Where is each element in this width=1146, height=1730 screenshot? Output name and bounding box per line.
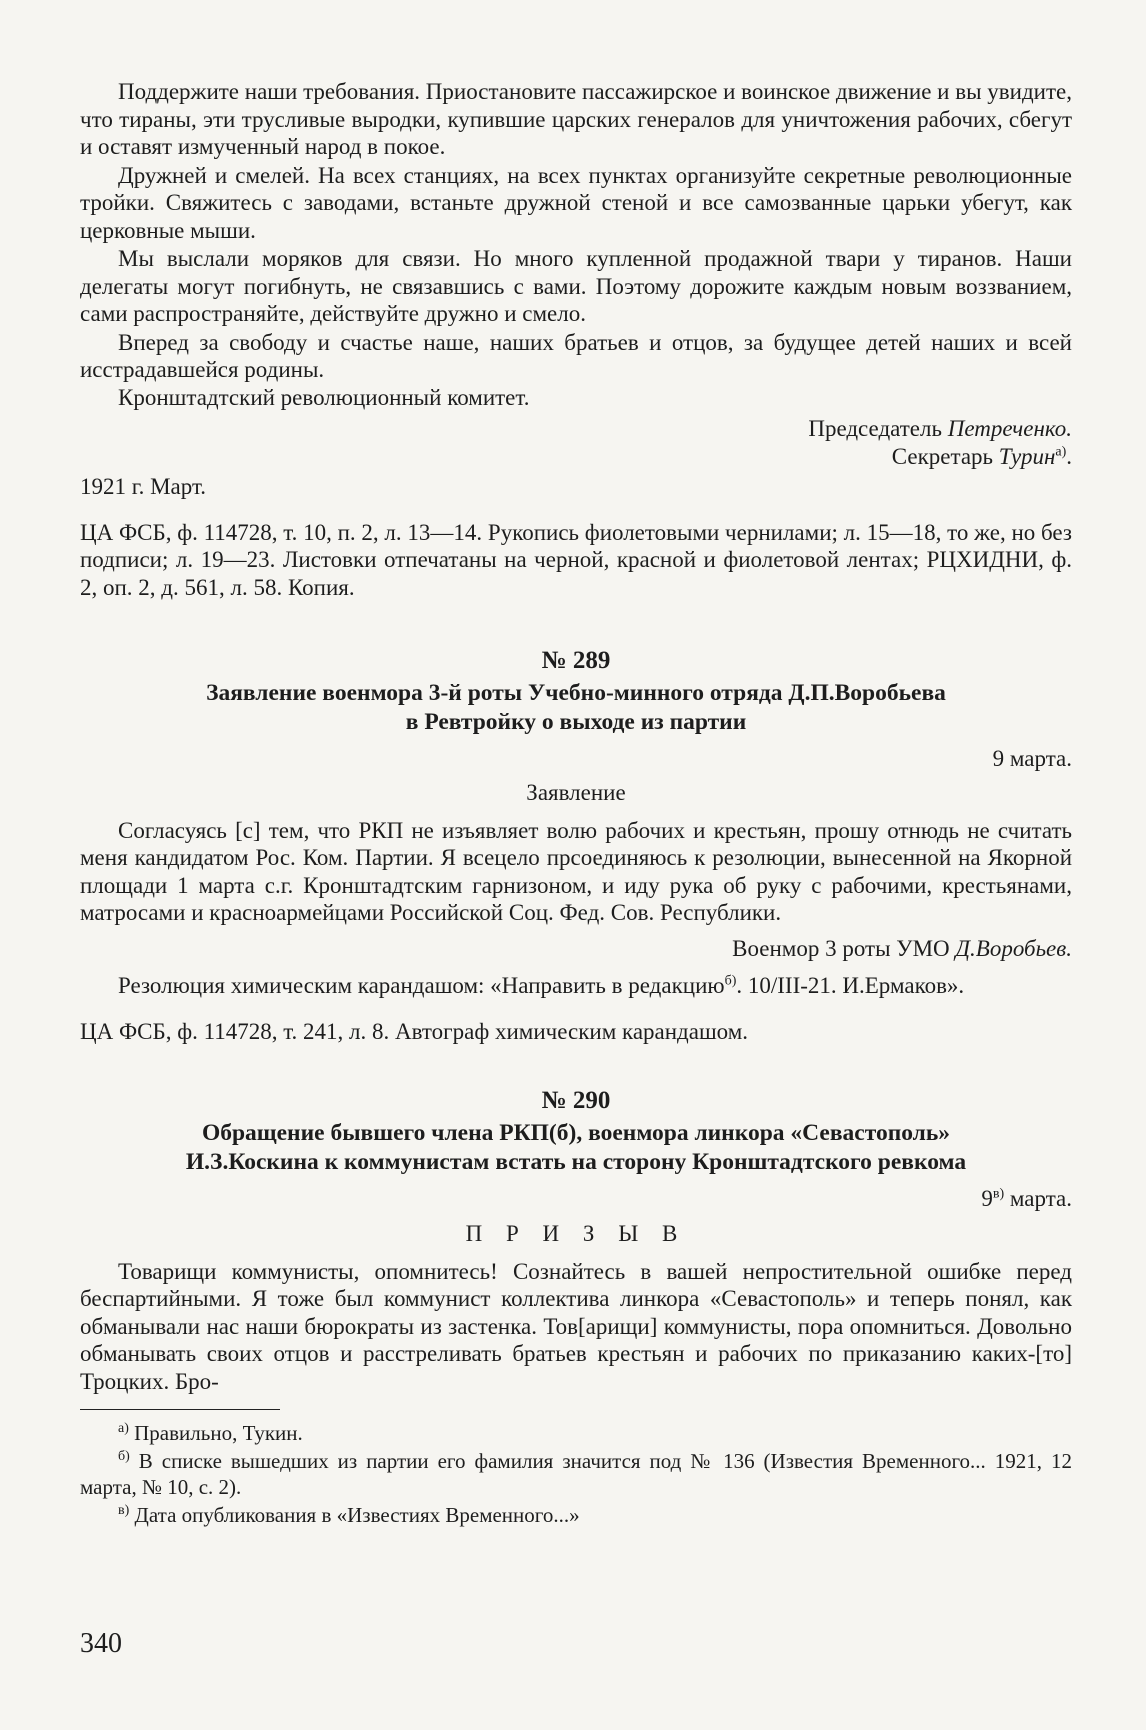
resolution-note: Резолюция химическим карандашом: «Направить в редакцию$^{б)}$. 10/III-21. И.Ермаков». xyxy=(118,973,965,998)
document-title: Заявление военмора 3-й роты Учебно-минного отряда Д.П.Воробьева xyxy=(206,679,946,706)
document-number: № 290 xyxy=(541,1087,611,1114)
document-heading: Заявление xyxy=(526,780,626,805)
document-289 xyxy=(80,647,1072,1045)
secretary-signature: Секретарь Турин$^{а)}$. xyxy=(891,443,1072,469)
footnote: $^{а)}$ Правильно, Тукин. xyxy=(118,1421,303,1445)
document-title: в Ревтройку о выходе из партии xyxy=(405,708,747,735)
committee-line: Кронштадтский революционный комитет. xyxy=(118,384,530,410)
archival-source: ЦА ФСБ, ф. 114728, т. 241, л. 8. Автограф химическим карандашом. xyxy=(80,1018,749,1044)
paragraph: Мы выслали моряков для связи. Но много купленной продажной твари у тиранов. Наши делегаты могут погибнуть, не связавшись с вами. Поэтому дорожите каждым новым воззванием, сами распространяйте, действуйте дружно и смело. xyxy=(80,246,1072,326)
document-body xyxy=(80,78,1072,1528)
archival-source: ЦА ФСБ, ф. 114728, т. 10, п. 2, л. 13—14. Рукопись фиолетовыми чернилами; л. 15—18, то же, но без подписи; л. 19—23. Листовки отпечатаны на черной, красной и фиолетовой лентах; РЦХИДНИ, ф. 2, оп. 2, д. 561, л. 58. Копия. xyxy=(80,519,1072,600)
footnote: $^{в)}$ Дата опубликования в «Известиях Временного...» xyxy=(118,1503,580,1527)
document-number: № 289 xyxy=(541,647,611,674)
page-number: 340 xyxy=(80,1628,122,1659)
document-heading: П Р И З Ы В xyxy=(465,1221,687,1246)
footnote: $^{б)}$ В списке вышедших из партии его фамилия значится под № 136 (Известия Временного... 1921, 12 марта, № 10, с. 2). xyxy=(80,1449,1072,1499)
document-date: 9 марта. xyxy=(992,745,1072,771)
paragraph: Дружней и смелей. На всех станциях, на всех пунктах организуйте секретные революционные тройки. Свяжитесь с заводами, встаньте дружной стеной и все самозванные царьки убегут, как церковные мыши. xyxy=(80,162,1072,243)
document-text: Товарищи коммунисты, опомнитесь! Сознайтесь в вашей непростительной ошибке перед беспартийными. Я тоже был коммунист коллектива линкора «Севастополь» и теперь понял, как обманывали нас наши бюрократы из застенка. Тов[арищи] коммунисты, пора опомниться. Довольно обманывать своих отцов и расстреливать братьев крестьян и рабочих по приказанию каких-[то] Троцких. Бро- xyxy=(80,1258,1072,1394)
date-line: 1921 г. Март. xyxy=(80,474,207,499)
document-date: $9^{в)}$ марта. xyxy=(981,1185,1072,1211)
document-text: Согласуясь [с] тем, что РКП не изъявляет волю рабочих и крестьян, прошу отнюдь не считать меня кандидатом Рос. Ком. Партии. Я всецело прсоединяюсь к резолюции, вынесенной на Якорной площади 1 марта с.г. Кронштадтским гарнизоном, и иду рука об руку с рабочими, крестьянами, матросами и красноармейцами Российской Соц. Фед. Сов. Республики. xyxy=(80,817,1072,925)
footnotes xyxy=(80,1420,1072,1528)
chairman-signature: Председатель Петреченко. xyxy=(808,416,1072,441)
paragraph: Поддержите наши требования. Приостановите пассажирское и воинское движение и вы увидите, что тираны, эти трусливые выродки, купившие царских генералов для уничтожения рабочих, сбегут и оставят измученный народ в покое. xyxy=(80,79,1072,159)
signature: Военмор 3 роты УМО Д.Воробьев. xyxy=(732,935,1072,961)
paragraph: Вперед за свободу и счастье наше, наших братьев и отцов, за будущее детей наших и всей исстрадавшейся родины. xyxy=(80,329,1072,382)
document-title: Обращение бывшего члена РКП(б), военмора линкора «Севастополь» xyxy=(201,1119,951,1146)
document-title: И.З.Коскина к коммунистам встать на сторону Кронштадтского ревкома xyxy=(185,1148,967,1175)
footnote-divider xyxy=(80,1409,280,1410)
document-290 xyxy=(80,1087,1072,1395)
